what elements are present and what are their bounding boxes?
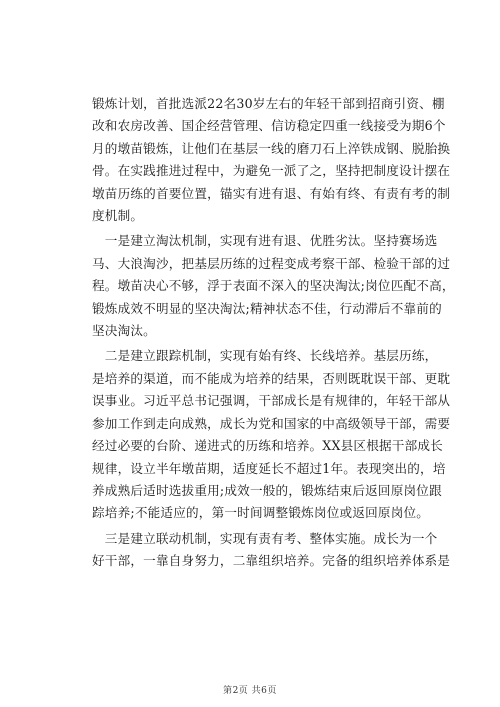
paragraph-line: 三是建立联动机制，实现有责有考、整体实施。成长为一个	[92, 530, 438, 546]
paragraph-4	[92, 528, 451, 573]
paragraph-line: 规律，设立半年墩苗期，适度延长不超过1年。表现突出的，培	[92, 460, 446, 476]
paragraph-line: 锻炼成效不明显的坚决淘汰;精神状态不佳，行动滞后不靠前的	[92, 300, 442, 316]
paragraph-line: 踪培养;不能适应的，第一时间调整锻炼岗位或返回原岗位。	[92, 505, 430, 521]
paragraph-line: 参加工作到走向成熟，成长为党和国家的中高级领导干部，需要	[92, 415, 451, 431]
paragraph-line: 墩苗历练的首要位置，锚实有进有退、有始有终、有责有考的制	[92, 185, 451, 201]
paragraph-3	[92, 345, 451, 524]
paragraph-2	[92, 230, 455, 342]
paragraph-line: 二是建立跟踪机制，实现有始有终、长线培养。基层历练，	[92, 348, 438, 364]
paragraph-line: 经过必要的台阶、递进式的历练和培养。XX县区根据干部成长	[92, 438, 443, 454]
paragraph-line: 锻炼计划，首批选派22名30岁左右的年轻干部到招商引资、棚	[92, 96, 445, 111]
paragraph-line: 一是建立淘汰机制，实现有进有退、优胜劣汰。坚持赛场选	[92, 233, 438, 249]
paragraph-line: 坚决淘汰。	[92, 323, 156, 339]
paragraph-line: 改和农房改善、国企经营管理、信访稳定四重一线接受为期6个	[92, 118, 446, 134]
paragraph-1	[92, 93, 451, 227]
paragraph-line: 养成熟后适时选拔重用;成效一般的，锻炼结束后返回原岗位跟	[92, 482, 442, 498]
document-body	[92, 93, 455, 573]
page-number-footer: 第2页 共6页	[223, 686, 277, 696]
paragraph-line: 骨。在实践推进过程中，为避免一派了之，坚持把制度设计摆在	[92, 163, 451, 179]
paragraph-line: 好干部，一靠自身努力，二靠组织培养。完备的组织培养体系是	[92, 553, 451, 569]
paragraph-line: 是培养的渠道，而不能成为培养的结果，否则既耽误干部、更耽	[92, 370, 451, 386]
paragraph-line: 程。墩苗决心不够，浮于表面不深入的坚决淘汰;岗位匹配不高，	[92, 278, 455, 294]
paragraph-line: 度机制。	[92, 208, 144, 224]
paragraph-line: 马、大浪淘沙，把基层历练的过程变成考察干部、检验干部的过	[92, 255, 451, 271]
paragraph-line: 月的墩苗锻炼，让他们在基层一线的磨刀石上淬铁成钢、脱胎换	[92, 140, 451, 156]
paragraph-line: 误事业。习近平总书记强调，干部成长是有规律的，年轻干部从	[92, 393, 451, 409]
